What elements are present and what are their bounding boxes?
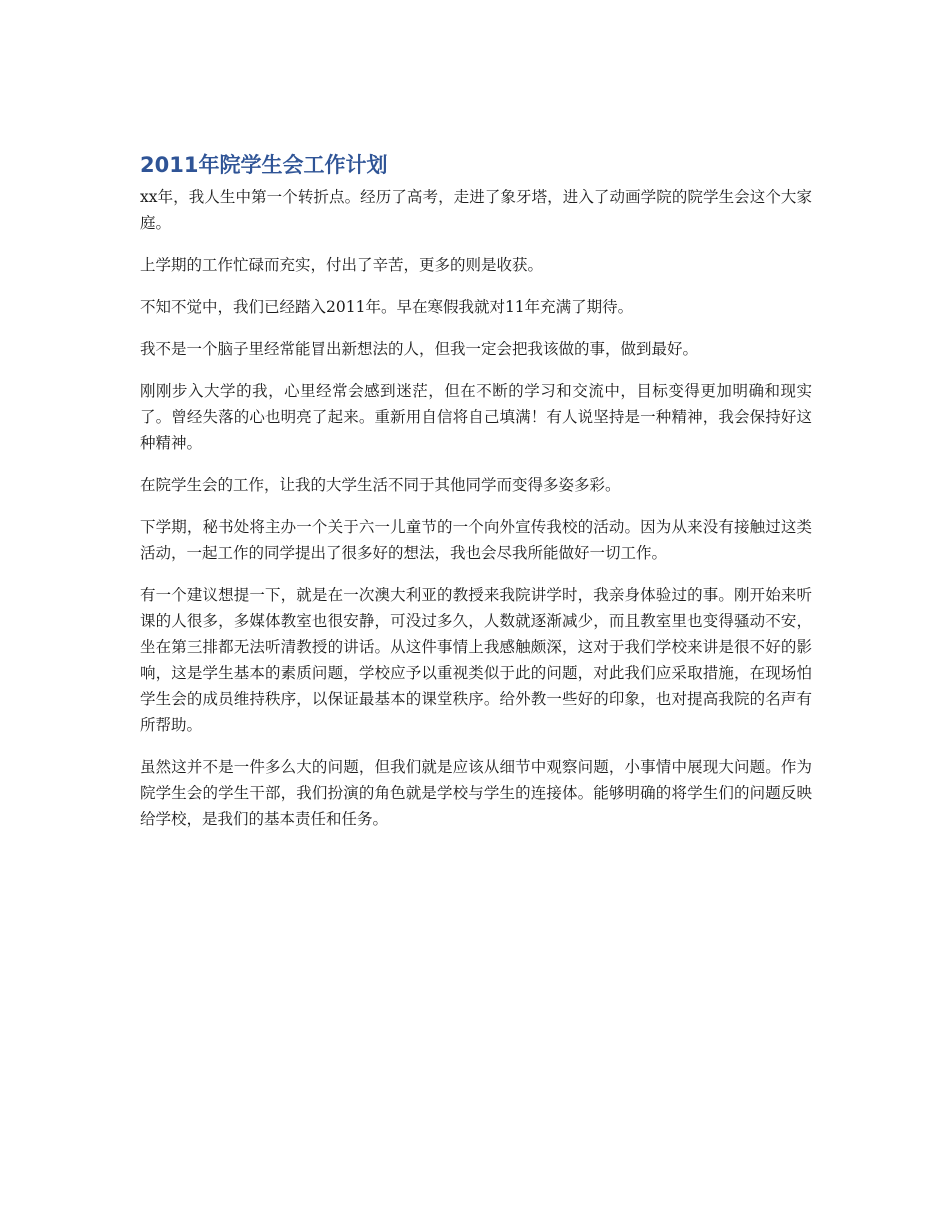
paragraph-4: 我不是一个脑子里经常能冒出新想法的人，但我一定会把我该做的事，做到最好。 [140,340,699,358]
paragraph-8: 有一个建议想提一下，就是在一次澳大利亚的教授来我院讲学时，我亲身体验过的事。刚开始来听课的人很多，多媒体教室也很安静，可没过多久，人数就逐渐减少，而且教室里也变得骚动不安，坐在第三排都无法听清教授的讲话。从这件事情上我感触颇深，这对于我们学校来讲是很不好的影响，这是学生基本的素质问题，学校应予以重视类似于此的问题，对此我们应采取措施，在现场怕学生会的成员维持秩序，以保证最基本的课堂秩序。给外教一些好的印象，也对提高我院的名声有所帮助。 [140,586,812,734]
paragraph-6: 在院学生会的工作，让我的大学生活不同于其他同学而变得多姿多彩。 [140,476,621,494]
paragraph-9: 虽然这并不是一件多么大的问题，但我们就是应该从细节中观察问题，小事情中展现大问题。作为院学生会的学生干部，我们扮演的角色就是学校与学生的连接体。能够明确的将学生们的问题反映给学校，是我们的基本责任和任务。 [140,758,812,828]
paragraph-2: 上学期的工作忙碌而充实，付出了辛苦，更多的则是收获。 [140,256,544,274]
paragraph-3: 不知不觉中，我们已经踏入2011年。早在寒假我就对11年充满了期待。 [140,298,634,316]
paragraph-1: xx年，我人生中第一个转折点。经历了高考，走进了象牙塔，进入了动画学院的院学生会这个大家庭。 [140,188,812,232]
document-body [140,150,812,848]
paragraph-5: 刚刚步入大学的我，心里经常会感到迷茫，但在不断的学习和交流中，目标变得更加明确和现实了。曾经失落的心也明亮了起来。重新用自信将自己填满！有人说坚持是一种精神，我会保持好这种精神。 [140,382,812,452]
document-title: 2011年院学生会工作计划 [140,153,388,177]
paragraph-7: 下学期，秘书处将主办一个关于六一儿童节的一个向外宣传我校的活动。因为从来没有接触过这类活动，一起工作的同学提出了很多好的想法，我也会尽我所能做好一切工作。 [140,518,812,562]
